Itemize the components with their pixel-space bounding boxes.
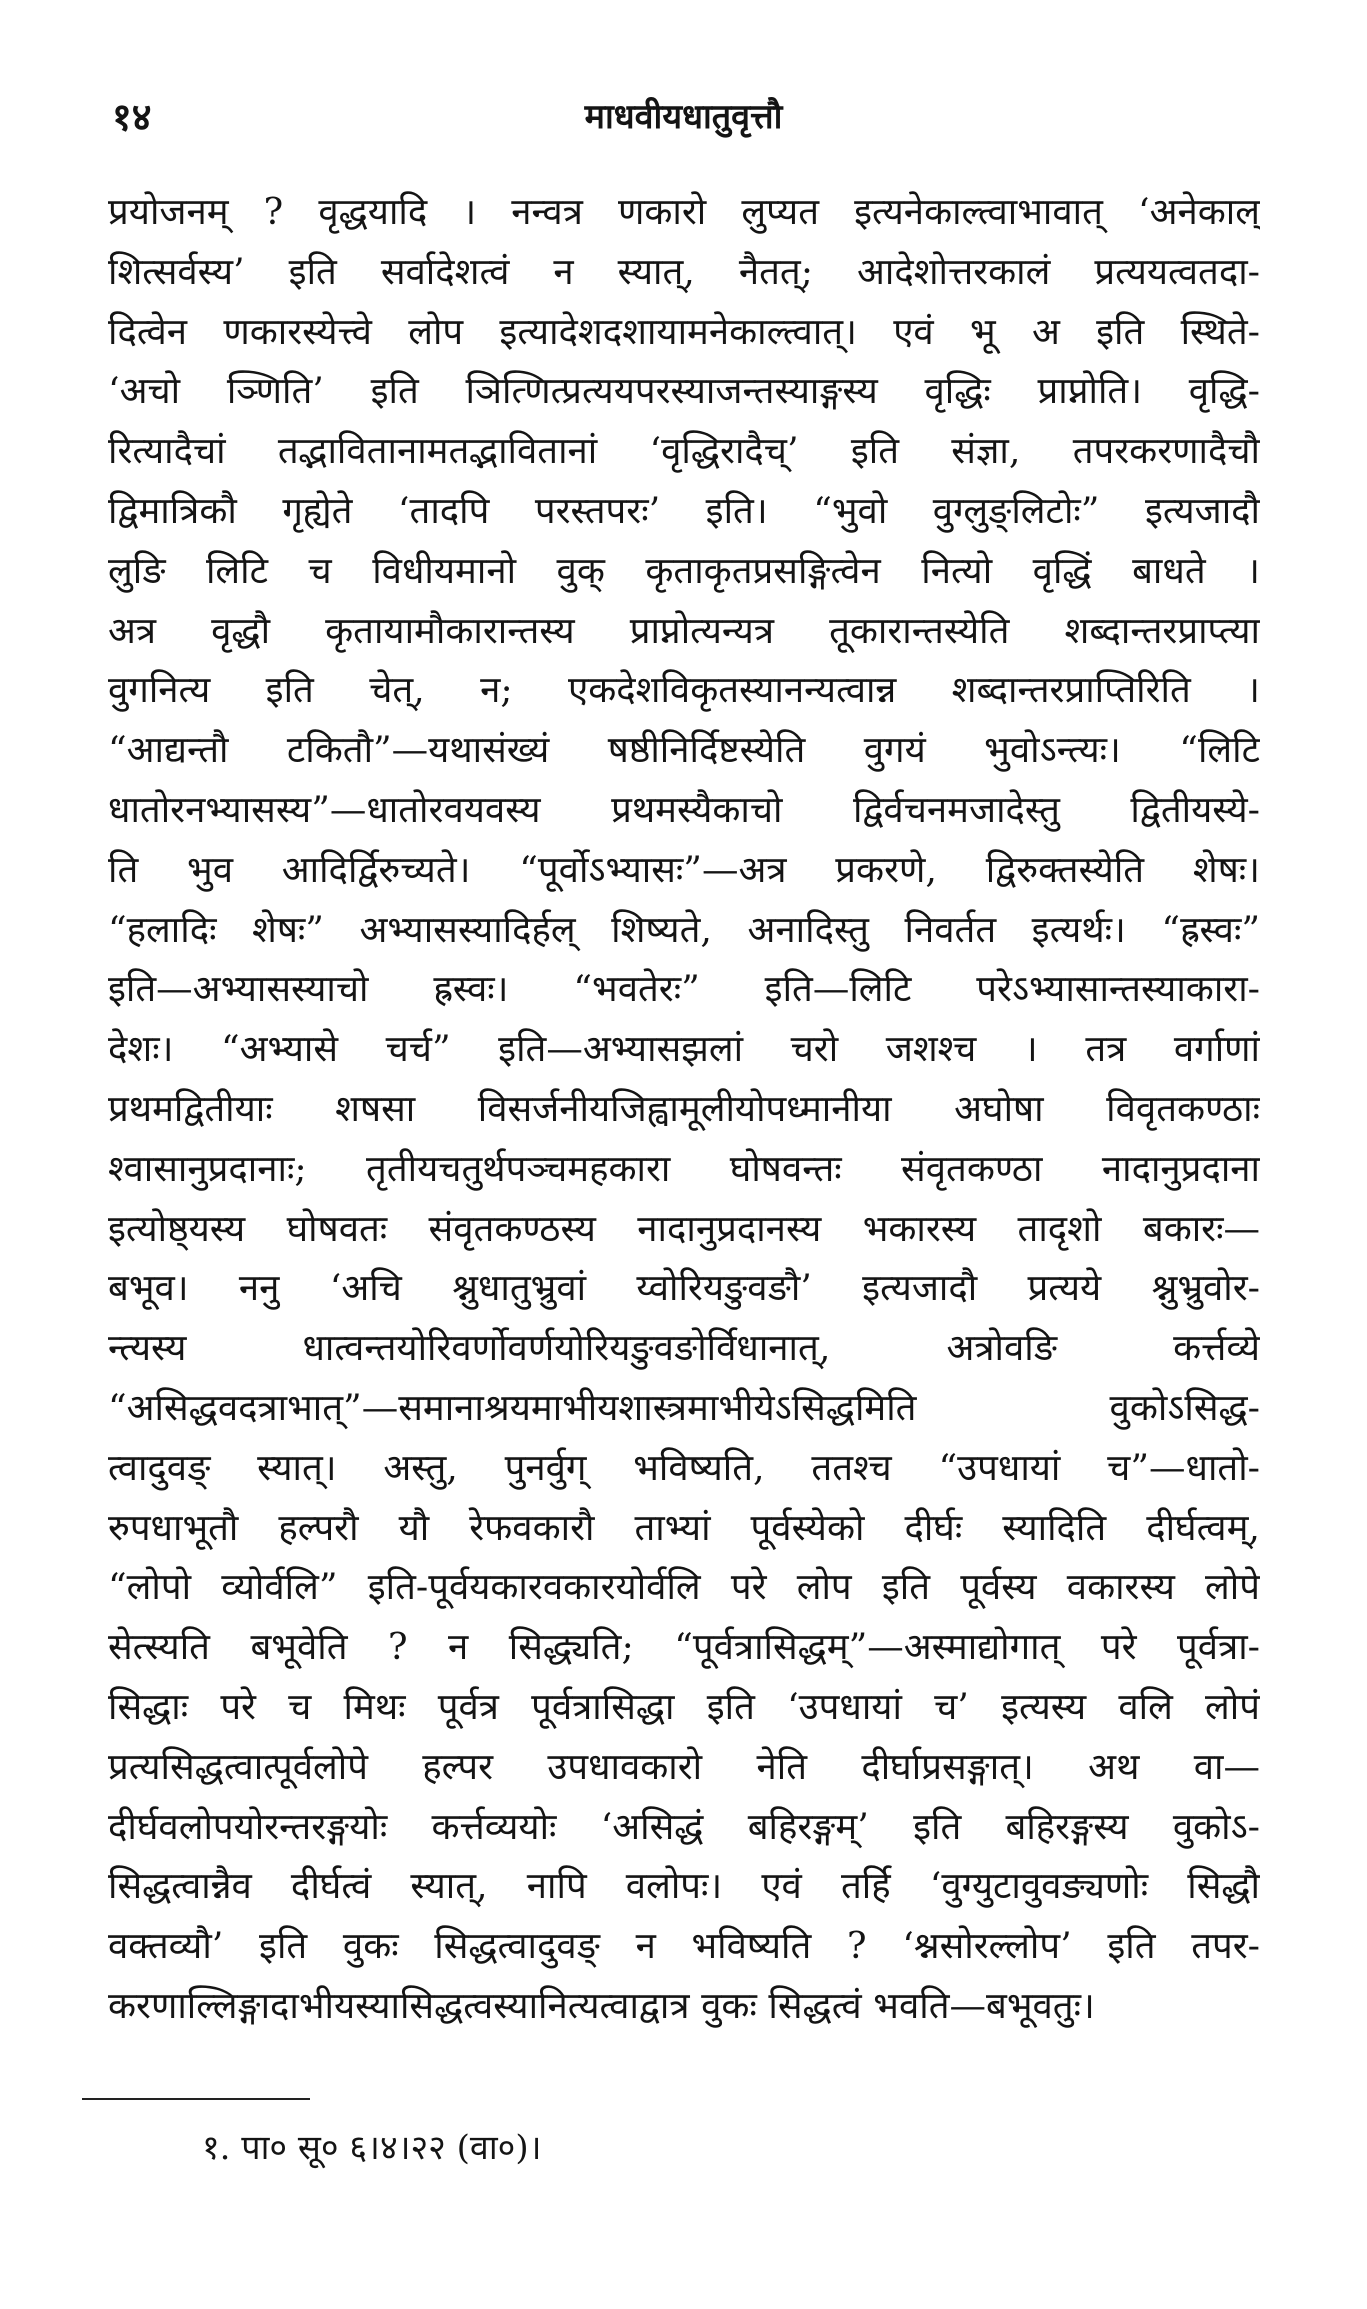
text-line: बभूव। ननु ‘अचि श्नुधातुभ्रुवां य्वोरियङुवङौ’ इत्यजादौ प्रत्यये श्नुभ्रुवोर- bbox=[108, 1266, 1260, 1310]
text-line: दित्वेन णकारस्येत्त्वे लोप इत्यादेशदशायामनेकाल्त्वात्। एवं भू अ इति स्थिते- bbox=[108, 309, 1260, 353]
text-line: ति भुव आदिर्द्विरुच्यते। “पूर्वोऽभ्यासः”—अत्र प्रकरणे, द्विरुक्तस्येति शेषः। bbox=[108, 847, 1260, 891]
footnote-divider bbox=[82, 2098, 310, 2100]
text-line: सिद्धाः परे च मिथः पूर्वत्र पूर्वत्रासिद्धा इति ‘उपधायां च’ इत्यस्य वलि लोपं bbox=[108, 1684, 1260, 1728]
text-line: करणाल्लिङ्गादाभीयस्यासिद्धत्वस्यानित्यत्वाद्वात्र वुकः सिद्धत्वं भवति—बभूवतुः। bbox=[108, 1983, 1095, 2027]
text-line: रुपधाभूतौ हल्परौ यौ रेफवकारौ ताभ्यां पूर्वस्येको दीर्घः स्यादिति दीर्घत्वम्, bbox=[108, 1505, 1260, 1549]
text-line: “आद्यन्तौ टकितौ”—यथासंख्यं षष्ठीनिर्दिष्टस्येति वुगयं भुवोऽन्त्यः। “लिटि bbox=[108, 728, 1260, 772]
text-line: इत्योष्ठ्यस्य घोषवतः संवृतकण्ठस्य नादानुप्रदानस्य भकारस्य तादृशो बकारः— bbox=[108, 1206, 1260, 1250]
text-line: “लोपो व्योर्वलि” इति-पूर्वयकारवकारयोर्वलि परे लोप इति पूर्वस्य वकारस्य लोपे bbox=[108, 1565, 1260, 1609]
text-line: इति—अभ्यासस्याचो ह्रस्वः। “भवतेरः” इति—लिटि परेऽभ्यासान्तस्याकारा- bbox=[108, 967, 1260, 1011]
text-line: देशः। “अभ्यासे चर्च” इति—अभ्यासझलां चरो जशश्च । तत्र वर्गाणां bbox=[108, 1027, 1260, 1071]
text-line: दीर्घवलोपयोरन्तरङ्गयोः कर्त्तव्ययोः ‘असिद्धं बहिरङ्गम्’ इति बहिरङ्गस्य वुकोऽ- bbox=[108, 1804, 1260, 1848]
text-line: श्वासानुप्रदानाः; तृतीयचतुर्थपञ्चमहकारा घोषवन्तः संवृतकण्ठा नादानुप्रदाना bbox=[108, 1146, 1260, 1190]
text-line: वुगनित्य इति चेत्, न; एकदेशविकृतस्यानन्यत्वान्न शब्दान्तरप्राप्तिरिति । bbox=[108, 668, 1260, 712]
text-line: अत्र वृद्धौ कृतायामौकारान्तस्य प्राप्नोत्यन्यत्र तूकारान्तस्येति शब्दान्तरप्राप्त्या bbox=[108, 608, 1260, 652]
running-head: माधवीयधातुवृत्तौ bbox=[584, 97, 783, 137]
text-line: “हलादिः शेषः” अभ्यासस्यादिर्हल् शिष्यते, अनादिस्तु निवर्तत इत्यर्थः। “ह्रस्वः” bbox=[108, 907, 1260, 951]
text-line: शित्सर्वस्य’ इति सर्वादेशत्वं न स्यात्, नैतत्; आदेशोत्तरकालं प्रत्ययत्वतदा- bbox=[108, 249, 1260, 293]
text-line: धातोरनभ्यासस्य”—धातोरवयवस्य प्रथमस्यैकाचो द्विर्वचनमजादेस्तु द्वितीयस्ये- bbox=[108, 787, 1260, 831]
text-line: प्रयोजनम् ? वृद्धयादि । नन्वत्र णकारो लुप्यत इत्यनेकाल्त्वाभावात् ‘अनेकाल् bbox=[108, 190, 1260, 233]
text-line: प्रथमद्वितीयाः शषसा विसर्जनीयजिह्वामूलीयोपध्मानीया अघोषा विवृतकण्ठाः bbox=[108, 1086, 1260, 1130]
text-line: द्विमात्रिकौ गृह्येते ‘तादपि परस्तपरः’ इति। “भुवो वुग्लुङ्लिटोः” इत्यजादौ bbox=[108, 488, 1260, 532]
footnote: १. पा० सू० ६।४।२२ (वा०)। bbox=[202, 2128, 542, 2168]
text-line: रित्यादैचां तद्भावितानामतद्भावितानां ‘वृद्धिरादैच्’ इति संज्ञा, तपरकरणादैचौ bbox=[108, 429, 1260, 473]
text-line: वक्तव्यौ’ इति वुकः सिद्धत्वादुवङ् न भविष्यति ? ‘श्नसोरल्लोप’ इति तपर- bbox=[108, 1924, 1260, 1968]
text-line: “असिद्धवदत्राभात्”—समानाश्रयमाभीयशास्त्रमाभीयेऽसिद्धमिति वुकोऽसिद्ध- bbox=[108, 1385, 1260, 1429]
text-line: प्रत्यसिद्धत्वात्पूर्वलोपे हल्पर उपधावकारो नेति दीर्घाप्रसङ्गात्। अथ वा— bbox=[108, 1744, 1260, 1788]
text-line: ‘अचो ञ्णिति’ इति ञित्णित्प्रत्ययपरस्याजन्तस्याङ्गस्य वृद्धिः प्राप्नोति। वृद्धि- bbox=[108, 369, 1260, 413]
text-line: सिद्धत्वान्नैव दीर्घत्वं स्यात्, नापि वलोपः। एवं तर्हि ‘वुग्युटावुवङ्यणोः सिद्धौ bbox=[108, 1864, 1260, 1908]
text-line: त्वादुवङ् स्यात्। अस्तु, पुनर्वुग् भविष्यति, ततश्च “उपधायां च”—धातो- bbox=[108, 1445, 1260, 1489]
text-line: लुङि लिटि च विधीयमानो वुक् कृताकृतप्रसङ्गित्वेन नित्यो वृद्धिं बाधते । bbox=[108, 548, 1260, 592]
body-text bbox=[108, 182, 1260, 2036]
text-line: न्त्यस्य धात्वन्तयोरिवर्णोवर्णयोरियङुवङोर्विधानात्, अत्रोवङि कर्त्तव्ये bbox=[108, 1326, 1260, 1370]
text-line: सेत्स्यति बभूवेति ? न सिद्ध्यति; “पूर्वत्रासिद्धम्”—अस्माद्योगात् परे पूर्वत्रा- bbox=[108, 1625, 1260, 1669]
page-number: १४ bbox=[112, 94, 152, 139]
